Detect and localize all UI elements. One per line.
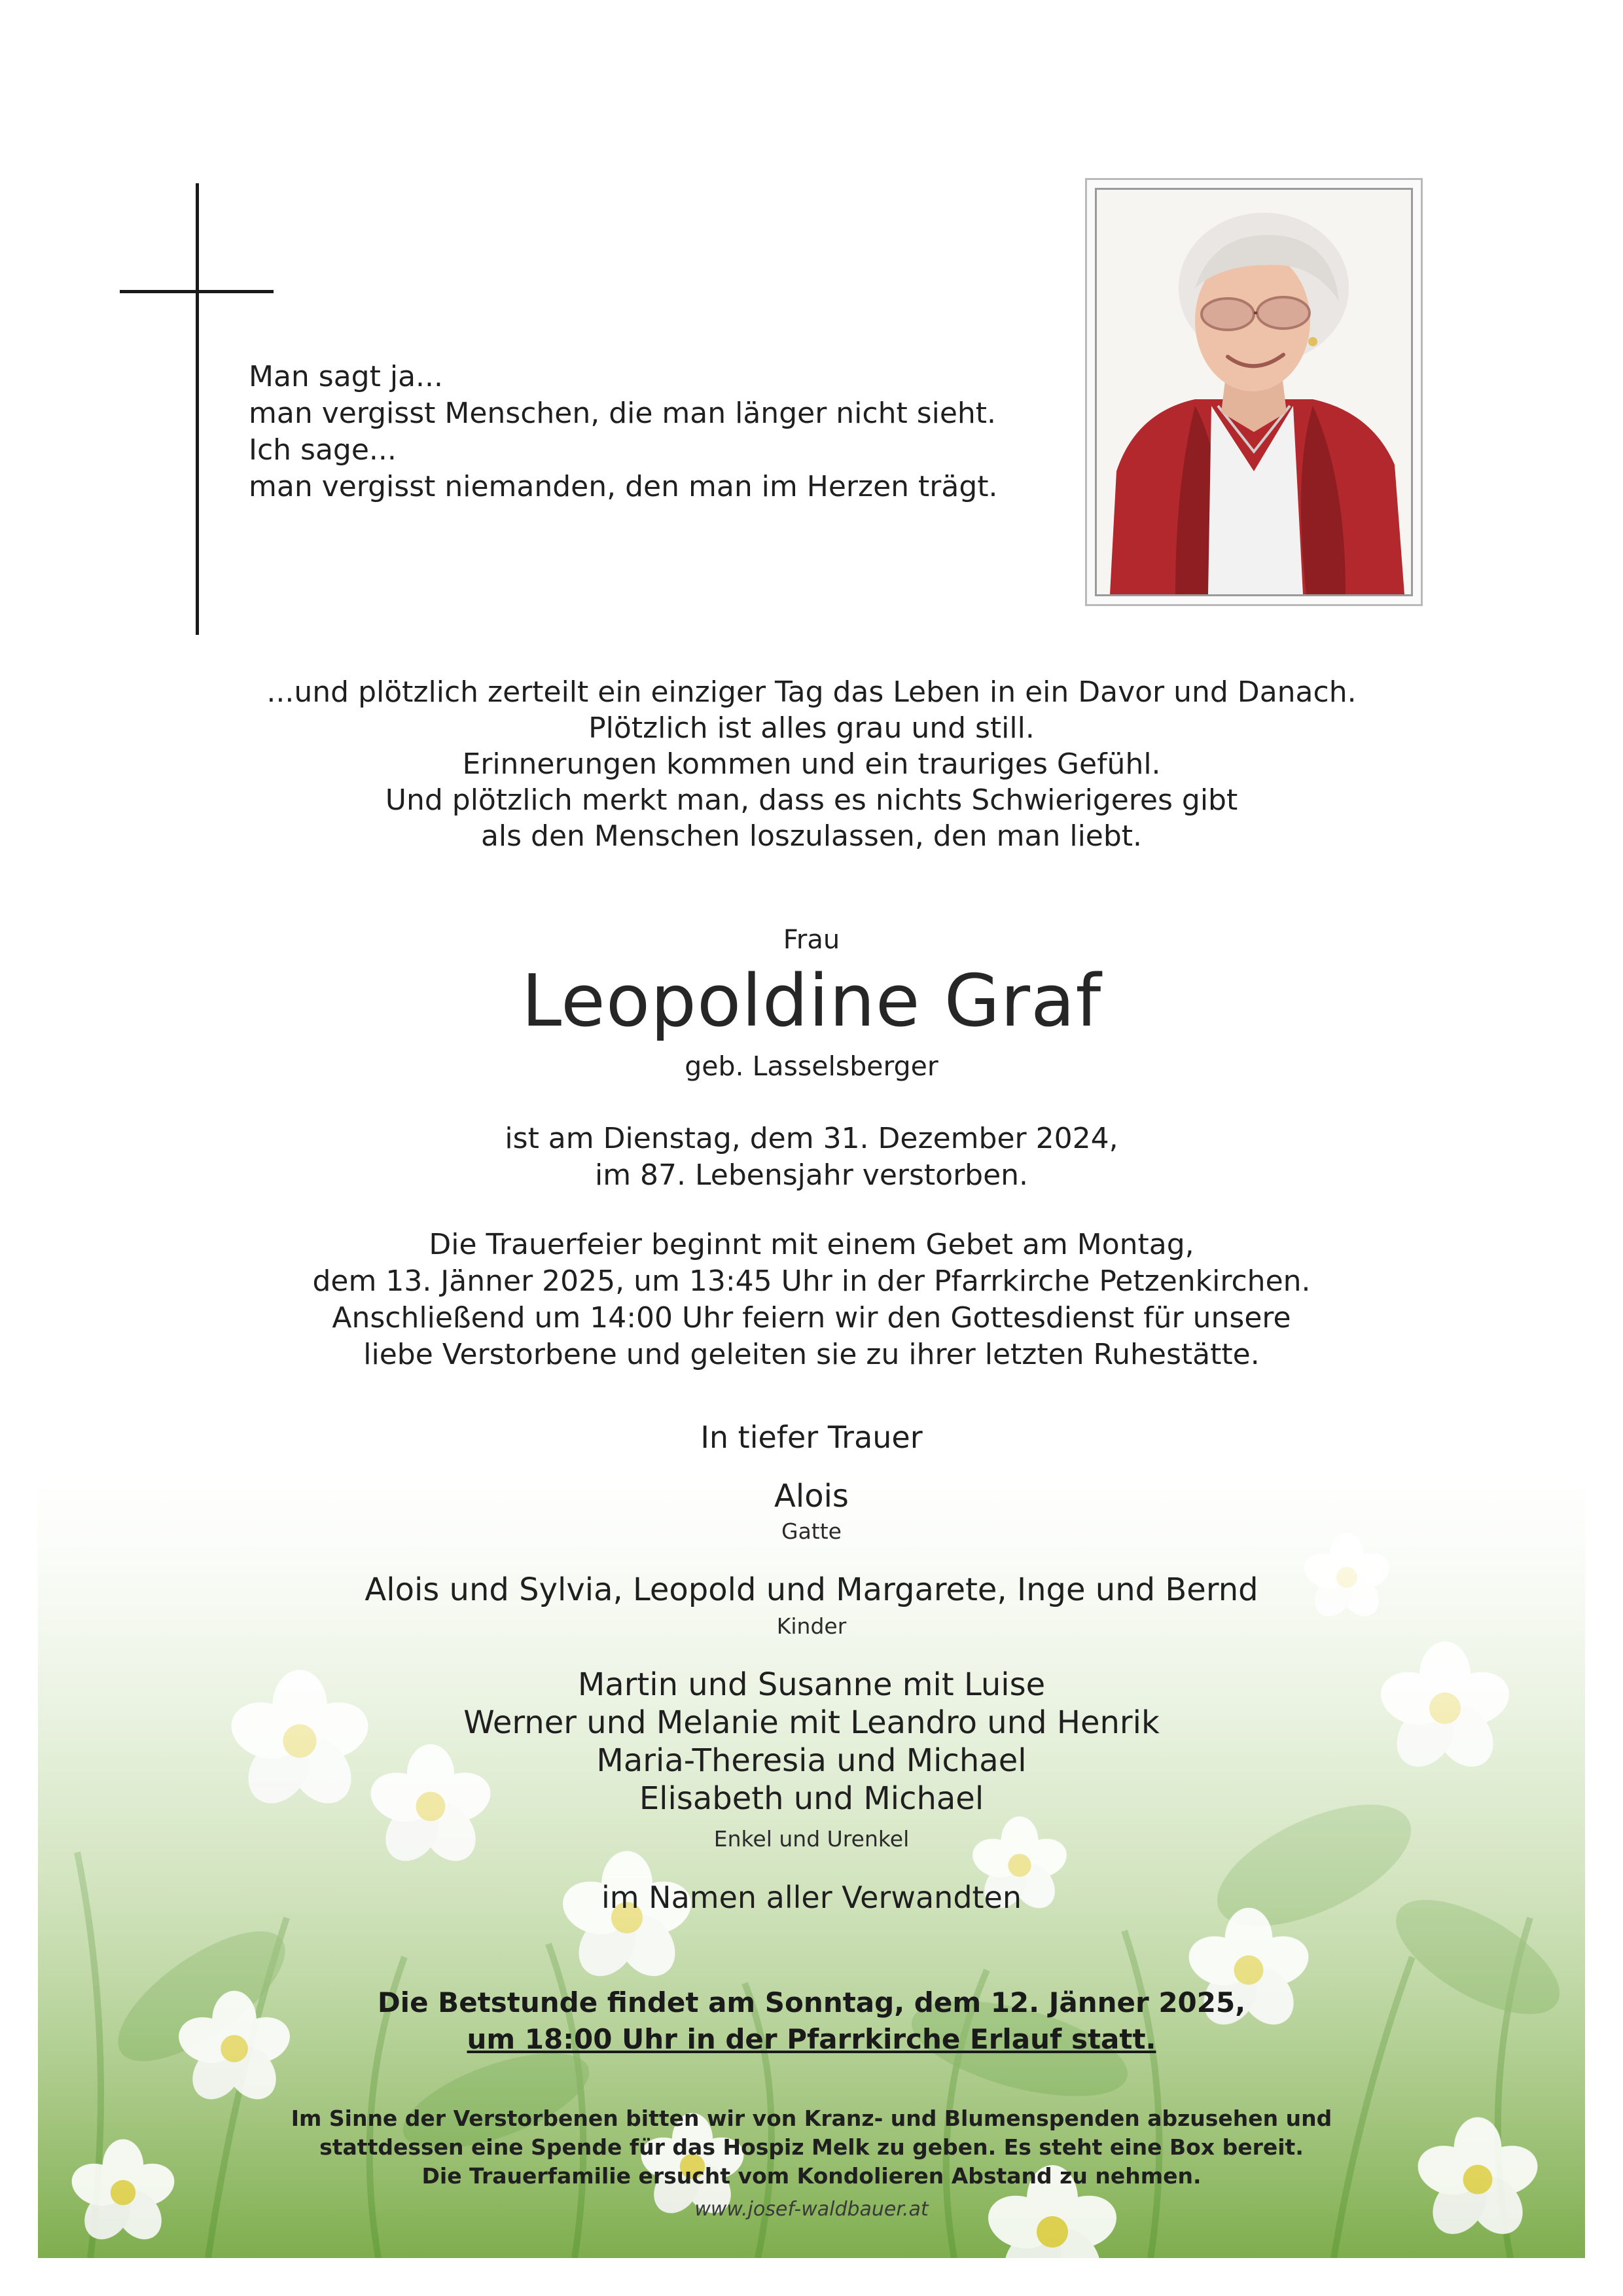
ceremony-line: Die Trauerfeier beginnt mit einem Gebet am Montag,	[429, 1228, 1194, 1261]
death-notice	[0, 1121, 1623, 1194]
poem	[249, 359, 998, 505]
verse-line: Plötzlich ist alles grau und still.	[588, 711, 1035, 745]
grandchildren-line: Maria-Theresia und Michael	[596, 1742, 1027, 1779]
maiden-name: geb. Lasselsberger	[685, 1050, 938, 1082]
children-names: Alois und Sylvia, Leopold und Margarete, Inge und Bernd	[365, 1571, 1258, 1608]
poem-line: man vergisst niemanden, den man im Herzen trägt.	[249, 470, 998, 503]
donation-note	[0, 2104, 1623, 2191]
portrait-illustration	[1097, 190, 1411, 594]
ceremony-line: Anschließend um 14:00 Uhr feiern wir den Gottesdienst für unsere	[332, 1301, 1291, 1335]
death-notice-line: im 87. Lebensjahr verstorben.	[594, 1158, 1029, 1192]
prayer-line-underlined: um 18:00 Uhr in der Pfarrkirche Erlauf statt.	[467, 2023, 1156, 2055]
cross-icon-horizontal	[120, 290, 274, 293]
note-line: stattdessen eine Spende für das Hospiz Melk zu geben. Es steht eine Box bereit.	[319, 2134, 1304, 2160]
poem-line: Man sagt ja...	[249, 360, 443, 393]
prayer-line: Die Betstunde findet am Sonntag, dem 12. Jänner 2025,	[377, 1986, 1246, 2018]
verse	[0, 674, 1623, 854]
verse-line: Erinnerungen kommen und ein trauriges Gefühl.	[462, 747, 1161, 781]
ceremony-info	[0, 1227, 1623, 1373]
note-line: Im Sinne der Verstorbenen bitten wir von Kranz- und Blumenspenden abzusehen und	[291, 2106, 1332, 2131]
children-role: Kinder	[776, 1613, 847, 1639]
verse-line: Und plötzlich merkt man, dass es nichts Schwierigeres gibt	[385, 783, 1238, 817]
mourning-heading: In tiefer Trauer	[700, 1420, 923, 1455]
deceased-name: Leopoldine Graf	[521, 959, 1102, 1043]
grandchildren-line: Martin und Susanne mit Luise	[577, 1666, 1046, 1703]
grandchildren-names	[0, 1666, 1623, 1818]
website: www.josef-waldbauer.at	[694, 2198, 929, 2221]
spouse-name: Alois	[774, 1478, 849, 1515]
verse-line: ...und plötzlich zerteilt ein einziger Tag das Leben in ein Davor und Danach.	[266, 675, 1357, 709]
poem-line: man vergisst Menschen, die man länger nicht sieht.	[249, 397, 997, 430]
relatives-line: im Namen aller Verwandten	[601, 1880, 1022, 1915]
cross-icon-vertical	[196, 183, 199, 635]
grandchildren-role: Enkel und Urenkel	[713, 1826, 910, 1852]
ceremony-line: dem 13. Jänner 2025, um 13:45 Uhr in der Pfarrkirche Petzenkirchen.	[312, 1265, 1311, 1298]
death-notice-line: ist am Dienstag, dem 31. Dezember 2024,	[505, 1122, 1118, 1155]
portrait-frame	[1085, 178, 1423, 606]
grandchildren-line: Elisabeth und Michael	[639, 1780, 984, 1817]
prayer-notice	[0, 1984, 1623, 2058]
portrait-photo	[1095, 188, 1413, 596]
grandchildren-line: Werner und Melanie mit Leandro und Henrik	[463, 1704, 1160, 1741]
verse-line: als den Menschen loszulassen, den man liebt.	[480, 819, 1143, 853]
poem-line: Ich sage...	[249, 433, 397, 467]
note-line: Die Trauerfamilie ersucht vom Kondolieren Abstand zu nehmen.	[421, 2163, 1202, 2189]
spouse-role: Gatte	[781, 1518, 842, 1544]
ceremony-line: liebe Verstorbene und geleiten sie zu ihrer letzten Ruhestätte.	[363, 1338, 1260, 1371]
deceased-title: Frau	[783, 925, 840, 955]
